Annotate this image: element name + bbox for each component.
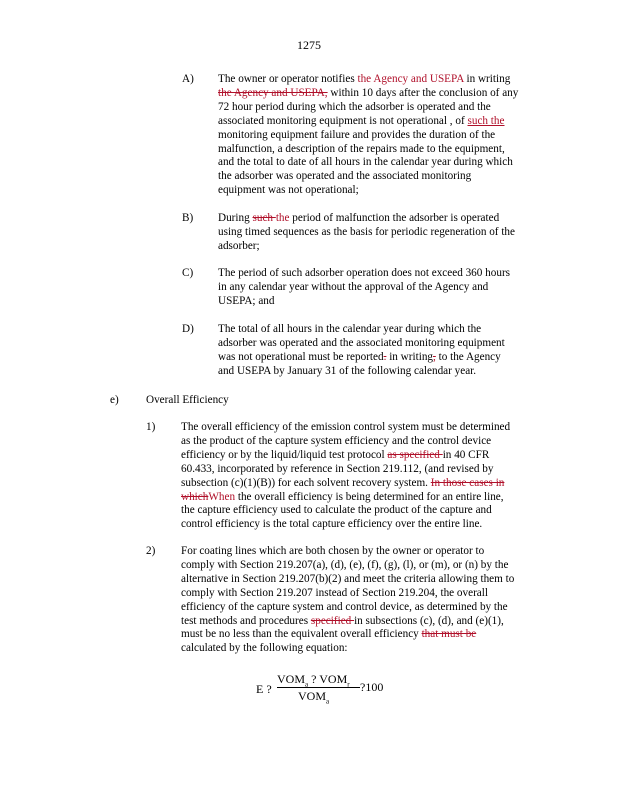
section-label-e: e) bbox=[110, 394, 119, 406]
equation-denominator: $VOM_a$ bbox=[298, 689, 330, 706]
item-e2-text bbox=[181, 545, 514, 656]
deleted-text: In those cases in bbox=[430, 476, 505, 489]
text-run: efficiency or by the liquid/liquid test protocol bbox=[181, 448, 388, 461]
text-line bbox=[181, 449, 510, 463]
text-line bbox=[218, 87, 518, 101]
text-run: to the Agency bbox=[435, 350, 501, 363]
text-run: adsorber; bbox=[218, 239, 260, 252]
deleted-text: which bbox=[181, 490, 209, 503]
text-run: The overall efficiency of the emission control system must be determined bbox=[181, 421, 511, 433]
text-run: USEPA; and bbox=[218, 294, 275, 307]
text-line bbox=[218, 295, 510, 309]
item-e1-text bbox=[181, 421, 510, 532]
text-run: as the product of the capture system efficiency and the control device bbox=[181, 434, 492, 447]
text-line bbox=[181, 642, 514, 656]
text-line bbox=[218, 170, 518, 184]
equation-rhs: ?100 bbox=[360, 680, 384, 694]
deleted-text: . bbox=[383, 350, 387, 363]
inserted-text: When bbox=[208, 490, 236, 503]
text-line bbox=[181, 477, 510, 491]
text-run: efficiency of the capture system and control device, as determined by the bbox=[181, 600, 508, 613]
text-line bbox=[218, 184, 518, 198]
inserted-text: the bbox=[275, 212, 290, 224]
text-run: in writing bbox=[386, 350, 434, 363]
text-line bbox=[218, 240, 515, 254]
text-run: in subsections (c), (d), and (e)(1), bbox=[354, 614, 504, 627]
deleted-text: specified bbox=[310, 614, 355, 627]
text-line bbox=[181, 504, 510, 518]
text-run: in 40 CFR bbox=[442, 448, 490, 461]
text-line bbox=[218, 73, 518, 87]
section-heading-overall-efficiency: Overall Efficiency bbox=[146, 394, 229, 406]
text-run: The period of such adsorber operation does not exceed 360 hours bbox=[218, 267, 511, 279]
text-run: using timed sequences as the basis for periodic regeneration of the bbox=[218, 225, 515, 238]
text-run: control efficiency is the total capture efficiency over the entire line. bbox=[181, 518, 483, 531]
text-line bbox=[218, 337, 505, 351]
text-run: within 10 days after the conclusion of any bbox=[327, 86, 519, 99]
text-run: malfunction, a description of the repairs made to the equipment, bbox=[218, 142, 505, 155]
deleted-text: , bbox=[433, 350, 436, 363]
text-run: monitoring equipment failure and provides the duration of the bbox=[218, 128, 496, 141]
text-line bbox=[218, 323, 505, 337]
text-run: comply with Section 219.207 instead of Section 219.204, the overall bbox=[181, 586, 488, 599]
text-run: The total of all hours in the calendar year during which the bbox=[218, 323, 482, 335]
text-line bbox=[218, 267, 510, 281]
text-line bbox=[181, 559, 514, 573]
item-label-c: C) bbox=[182, 267, 194, 279]
text-line bbox=[181, 491, 510, 505]
text-run: associated monitoring equipment is not operational , of bbox=[218, 114, 468, 127]
text-line bbox=[181, 628, 514, 642]
text-run: in any calendar year without the approval of the Agency and bbox=[218, 280, 489, 293]
text-line bbox=[181, 615, 514, 629]
text-line bbox=[181, 518, 510, 532]
item-label-b: B) bbox=[182, 212, 194, 224]
text-line bbox=[218, 156, 518, 170]
deleted-text: that must be bbox=[421, 628, 477, 641]
inserted-text: the Agency and USEPA bbox=[357, 73, 464, 85]
text-run: adsorber was operated and the associated monitoring equipment bbox=[218, 336, 505, 349]
item-d-text bbox=[218, 323, 505, 379]
item-label-a: A) bbox=[182, 73, 194, 85]
text-line bbox=[218, 226, 515, 240]
text-run: calculated by the following equation: bbox=[181, 642, 348, 655]
deleted-text: as specified bbox=[387, 448, 443, 461]
text-line bbox=[218, 212, 515, 226]
item-a-text bbox=[218, 73, 518, 198]
text-run: For coating lines which are both chosen by the owner or operator to bbox=[181, 545, 485, 557]
text-line bbox=[181, 435, 510, 449]
text-run: the overall efficiency is being determined for an entire line, bbox=[235, 490, 504, 503]
text-run: subsection (c)(1)(B)) for each solvent recovery system. bbox=[181, 476, 431, 489]
deleted-text: such bbox=[252, 212, 276, 224]
text-run: was not operational must be reported bbox=[218, 350, 384, 363]
efficiency-equation bbox=[256, 672, 396, 712]
text-run: period of malfunction the adsorber is operated bbox=[289, 212, 500, 224]
item-c-text bbox=[218, 267, 510, 309]
deleted-text: the Agency and USEPA, bbox=[218, 86, 328, 99]
page-number: 1275 bbox=[297, 38, 321, 52]
text-line bbox=[218, 365, 505, 379]
text-run: test methods and procedures bbox=[181, 614, 311, 627]
text-run: must be no less than the equivalent overall efficiency bbox=[181, 628, 422, 641]
text-run: the capture efficiency used to calculate the product of the capture and bbox=[181, 504, 492, 517]
inserted-text: such the bbox=[467, 114, 505, 127]
text-run: equipment was not operational; bbox=[218, 184, 359, 197]
text-line bbox=[218, 143, 518, 157]
item-label-e1: 1) bbox=[146, 421, 156, 433]
equation-numerator: $VOM_a$ ? $VOM_r$ bbox=[277, 672, 350, 689]
text-line bbox=[181, 421, 510, 435]
text-run: the adsorber was operated and the associated monitoring bbox=[218, 170, 472, 183]
text-run: and USEPA by January 31 of the following calendar year. bbox=[218, 364, 477, 377]
text-run: comply with Section 219.207(a), (d), (e), (f), (g), (l), or (m), or (n) by the bbox=[181, 558, 509, 571]
text-run: The owner or operator notifies bbox=[218, 73, 358, 85]
text-line bbox=[181, 587, 514, 601]
item-label-e2: 2) bbox=[146, 545, 156, 557]
text-line bbox=[181, 601, 514, 615]
text-run: 60.433, incorporated by reference in Section 219.112, (and revised by bbox=[181, 462, 494, 475]
text-line bbox=[181, 545, 514, 559]
fraction-bar bbox=[277, 687, 360, 688]
text-run: in writing bbox=[463, 73, 511, 85]
equation-lhs: E ? bbox=[256, 682, 272, 696]
text-run: and the total to date of all hours in the calendar year during which bbox=[218, 156, 513, 169]
text-line bbox=[218, 351, 505, 365]
text-run: 72 hour period during which the adsorber is operated and the bbox=[218, 100, 491, 113]
text-run: During bbox=[218, 212, 253, 224]
item-label-d: D) bbox=[182, 323, 194, 335]
text-line bbox=[218, 281, 510, 295]
text-line bbox=[218, 115, 518, 129]
text-line bbox=[181, 463, 510, 477]
text-line bbox=[218, 101, 518, 115]
text-line bbox=[181, 573, 514, 587]
text-run: alternative in Section 219.207(b)(2) and meet the criteria allowing them to bbox=[181, 572, 515, 585]
item-b-text bbox=[218, 212, 515, 254]
text-line bbox=[218, 129, 518, 143]
